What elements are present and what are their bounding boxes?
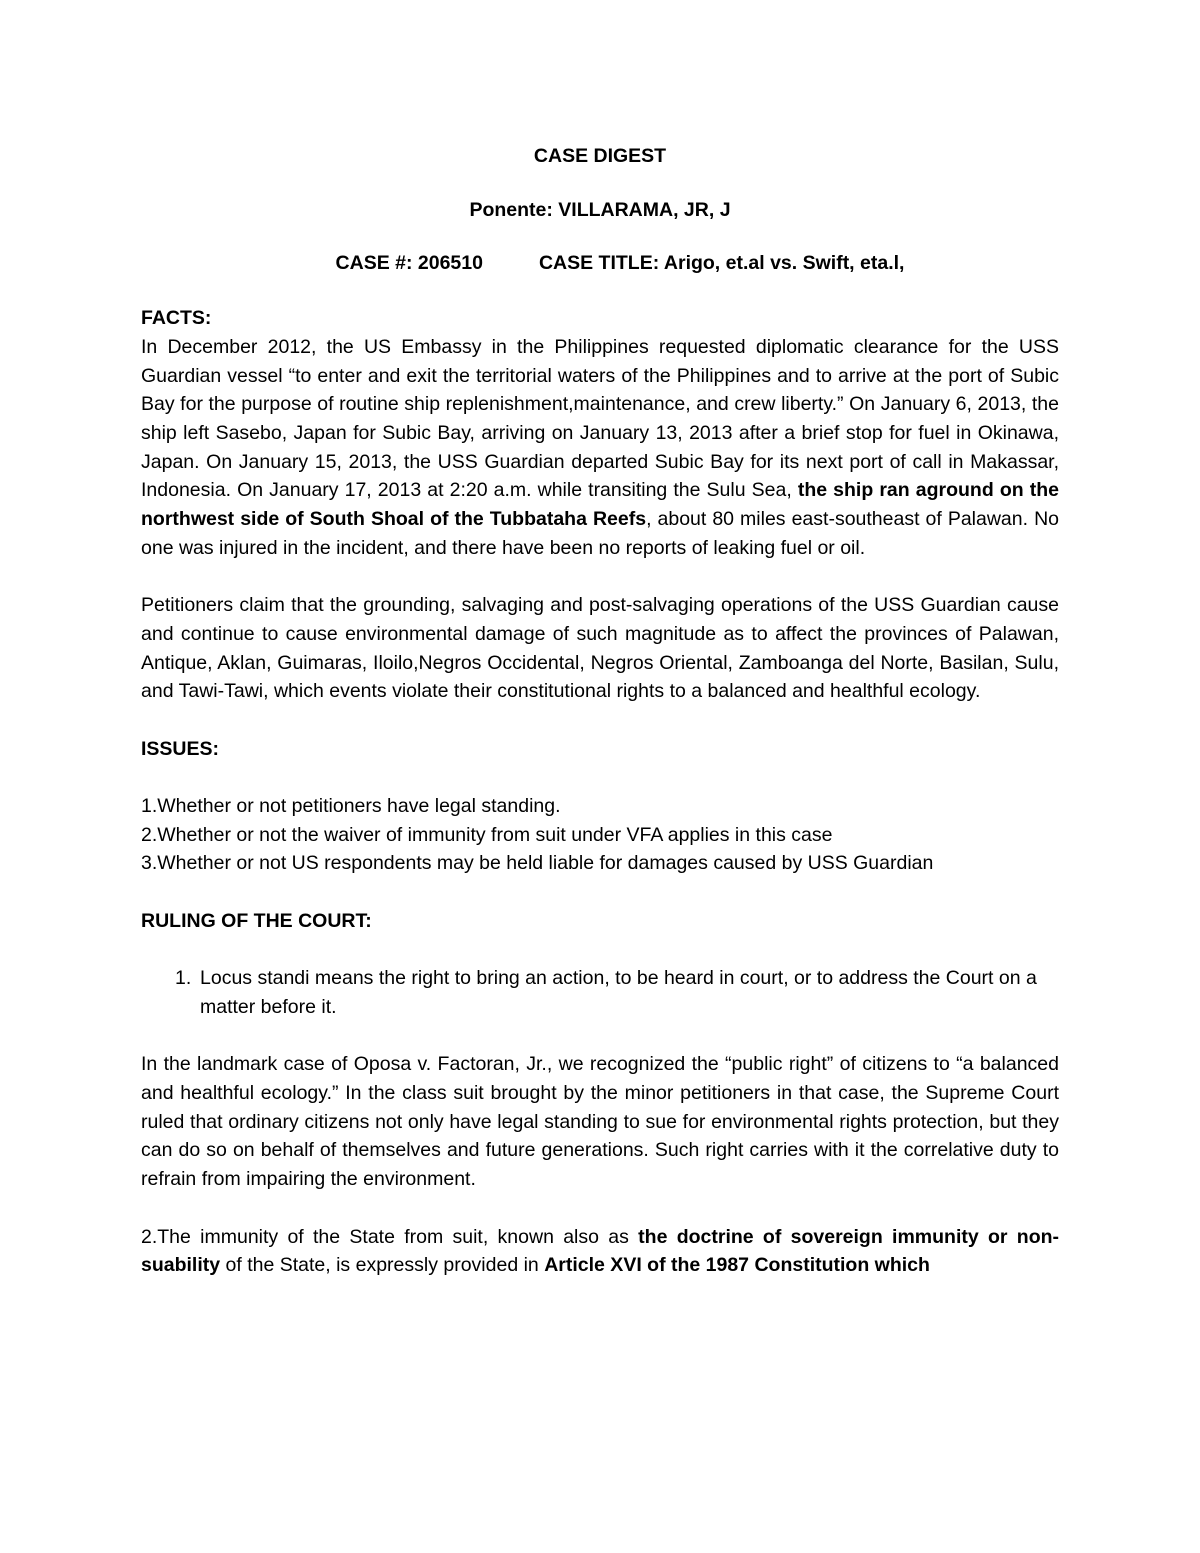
document-title: CASE DIGEST <box>533 145 667 167</box>
case-number: CASE #: 206510 <box>335 252 483 275</box>
ruling-item-1-text: Locus standi means the right to bring an action, to be heard in court, or to address the Court on a matter before it. <box>200 967 1037 1018</box>
facts-paragraph-2: Petitioners claim that the grounding, salvaging and post-salvaging operations of the USS Guardian cause and continue to cause environmental damage of such magnitude as to affect the provinces of Palawan, Antique, Aklan, Guimaras, Iloilo,Negros Occidental, Negros Oriental, Zamboanga del Norte, Basilan, Sulu, and Tawi-Tawi, which events violate their constitutional rights to a balanced and healthful ecology. <box>141 594 1059 703</box>
ruling-item-1 <box>141 964 1059 1021</box>
facts-heading: FACTS: <box>141 307 212 330</box>
facts-p1-text-b: , about 80 miles east-southeast of Palawan. No one was injured in the incident, and there have been no reports of leaking fuel or oil. <box>141 508 1059 559</box>
case-title: CASE TITLE: Arigo, et.al vs. Swift, eta.l, <box>538 252 905 275</box>
ruling-item-1-number: 1. <box>175 967 192 990</box>
ruling-p2-bold-1: the doctrine of sovereign immunity or non-suability <box>141 1225 1060 1277</box>
ruling-heading: RULING OF THE COURT: <box>141 909 372 932</box>
ruling-p2-bold-2: Article XVI of the 1987 Constitution which <box>544 1254 930 1277</box>
ponente-line: Ponente: VILLARAMA, JR, J <box>469 198 731 221</box>
issue-item-3: 3.Whether or not US respondents may be held liable for damages caused by USS Guardian <box>141 852 934 875</box>
facts-p1-bold: the ship ran aground on the northwest side of South Shoal of the Tubbataha Reefs <box>141 479 1059 531</box>
case-info-line <box>141 249 1059 278</box>
ruling-p2-text-b: of the State, is expressly provided in <box>220 1254 545 1277</box>
facts-p1-text-a: In December 2012, the US Embassy in the Philippines requested diplomatic clearance for the USS Guardian vessel “to enter and exit the territorial waters of the Philippines and to arrive at the port of Subic Bay for the purpose of routine ship replenishment,maintenance, and crew liberty.” On January 6, 2013, the ship left Sasebo, Japan for Subic Bay, arriving on January 13, 2013 after a brief stop for fuel in Okinawa, Japan. On January 15, 2013, the USS Guardian departed Subic Bay for its next port of call in Makassar, Indonesia. On January 17, 2013 at 2:20 a.m. while transiting the Sulu Sea, <box>141 335 1059 502</box>
facts-paragraph-1 <box>141 333 1059 563</box>
document-page <box>141 142 1059 1280</box>
issue-item-1: 1.Whether or not petitioners have legal standing. <box>141 795 561 818</box>
ruling-oposa-paragraph: In the landmark case of Oposa v. Factoran, Jr., we recognized the “public right” of citizens to “a balanced and healthful ecology.” In the class suit brought by the minor petitioners in that case, the Supreme Court ruled that ordinary citizens not only have legal standing to sue for environmental rights protection, but they can do so on behalf of themselves and future generations. Such right carries with it the correlative duty to refrain from impairing the environment. <box>141 1053 1059 1191</box>
ruling-paragraph-2 <box>141 1223 1059 1280</box>
issues-heading: ISSUES: <box>141 737 220 760</box>
issue-item-2: 2.Whether or not the waiver of immunity from suit under VFA applies in this case <box>141 823 833 846</box>
ruling-p2-text-a: 2.The immunity of the State from suit, known also as <box>141 1225 639 1248</box>
